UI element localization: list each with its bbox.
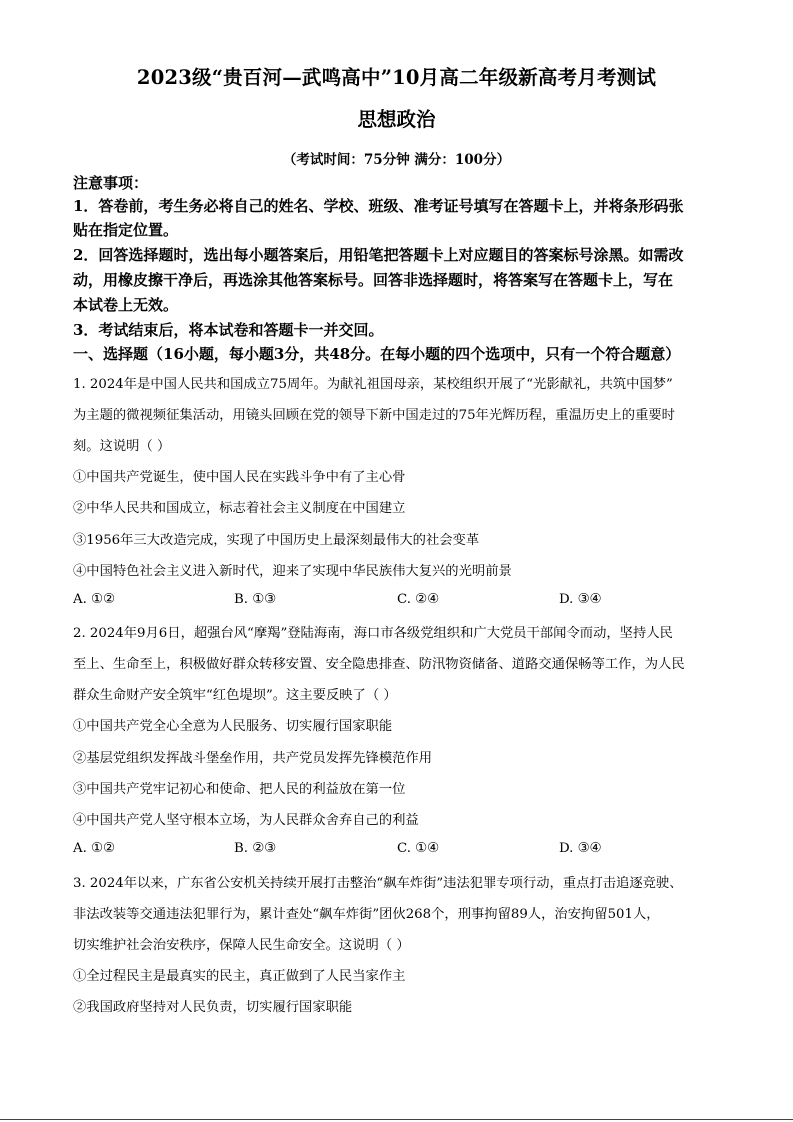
question-2-item: ②基层党组织发挥战斗堡垒作用，共产党员发挥先锋模范作用: [73, 751, 433, 766]
question-3-stem: 非法改装等交通违法犯罪行为，累计查处“飙车炸街”团伙268个，刑事拘留89人，治安拘留501人，: [73, 907, 660, 922]
notes-heading: 注意事项：: [73, 174, 149, 192]
question-1-item: ②中华人民共和国成立，标志着社会主义制度在中国建立: [73, 501, 406, 516]
page-bottom-rule: [0, 1119, 793, 1120]
question-1-stem: 为主题的微视频征集活动，用镜头回顾在党的领导下新中国走过的75年光辉历程，重温历史上的重要时: [73, 408, 675, 423]
question-3-stem: 3. 2024年以来，广东省公安机关持续开展打击整治“飙车炸街”违法犯罪专项行动，重点打击追逐竞驶、: [73, 876, 683, 891]
question-1-option-d[interactable]: D. ③④: [559, 592, 602, 607]
note-line: 本试卷上无效。: [73, 296, 179, 314]
subject-title: 思想政治: [357, 108, 436, 131]
question-2-item: ④中国共产党人坚守根本立场，为人民群众舍弃自己的利益: [73, 813, 419, 828]
question-2-option-a[interactable]: A. ①②: [73, 841, 115, 856]
question-3-item: ②我国政府坚持对人民负责，切实履行国家职能: [73, 1000, 353, 1015]
question-3-stem: 切实维护社会治安秩序，保障人民生命安全。这说明（ ）: [73, 938, 410, 953]
question-1-stem: 1. 2024年是中国人民共和国成立75周年。为献礼祖国母亲，某校组织开展了“光影献礼，共筑中国梦”: [73, 377, 673, 392]
question-2-option-d[interactable]: D. ③④: [559, 841, 602, 856]
question-1-item: ①中国共产党诞生，使中国人民在实践斗争中有了主心骨: [73, 470, 406, 485]
question-2-stem: 2. 2024年9月6日，超强台风“摩羯”登陆海南，海口市各级党组织和广大党员干部闻令而动，坚持人民: [73, 626, 673, 641]
question-2-stem: 至上、生命至上，积极做好群众转移安置、安全隐患排查、防汛物资储备、道路交通保畅等工作，为人民: [73, 657, 685, 672]
question-2-option-c[interactable]: C. ①④: [397, 841, 439, 856]
note-line: 1．答卷前，考生务必将自己的姓名、学校、班级、准考证号填写在答题卡上，并将条形码张: [73, 197, 684, 215]
note-line: 2．回答选择题时，选出每小题答案后，用铅笔把答题卡上对应题目的答案标号涂黑。如需改: [73, 246, 684, 264]
exam-title: 2023级“贵百河—武鸣高中”10月高二年级新高考月考测试: [136, 66, 657, 89]
question-2-stem: 群众生命财产安全筑牢“红色堤坝”。这主要反映了（ ）: [73, 688, 397, 703]
question-1-stem: 刻。这说明（ ）: [73, 439, 171, 454]
question-2-item: ③中国共产党牢记初心和使命、把人民的利益放在第一位: [73, 782, 406, 797]
question-3-item: ①全过程民主是最真实的民主，真正做到了人民当家作主: [73, 969, 406, 984]
question-1-item: ③1956年三大改造完成，实现了中国历史上最深刻最伟大的社会变革: [73, 533, 480, 548]
question-2-item: ①中国共产党全心全意为人民服务、切实履行国家职能: [73, 719, 393, 734]
section-heading: 一、选择题（16小题，每小题3分，共48分。在每小题的四个选项中，只有一个符合题意）: [73, 345, 681, 363]
note-line: 3．考试结束后，将本试卷和答题卡一并交回。: [73, 321, 384, 339]
question-1-item: ④中国特色社会主义进入新时代，迎来了实现中华民族伟大复兴的光明前景: [73, 564, 512, 579]
exam-info: （考试时间：75分钟 满分：100分）: [282, 152, 511, 168]
question-1-option-a[interactable]: A. ①②: [73, 592, 115, 607]
note-line: 贴在指定位置。: [73, 221, 179, 239]
question-1-option-b[interactable]: B. ①③: [234, 592, 277, 607]
question-2-option-b[interactable]: B. ②③: [234, 841, 277, 856]
note-line: 动，用橡皮擦干净后，再选涂其他答案标号。回答非选择题时，将答案写在答题卡上，写在: [73, 271, 674, 289]
question-1-option-c[interactable]: C. ②④: [397, 592, 439, 607]
